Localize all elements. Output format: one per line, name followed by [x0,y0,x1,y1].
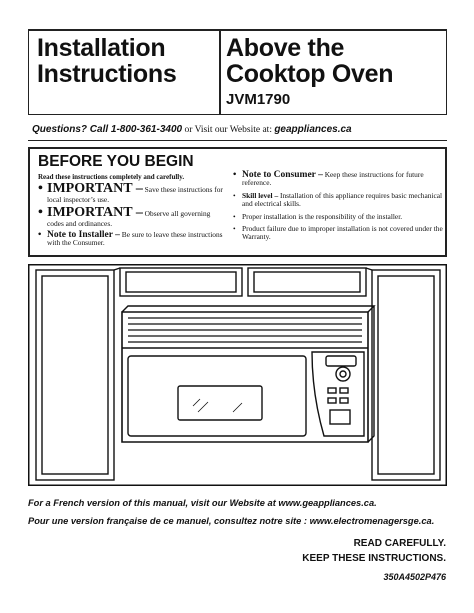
phone-text: Questions? Call 1-800-361-3400 [32,124,183,135]
left-column [38,182,228,250]
bullet-icon: • [233,224,236,234]
list-item: • Note to Consumer – Keep these instructions for future reference. [233,170,424,188]
bullet-icon: • [38,229,42,240]
section-heading: BEFORE YOU BEGIN [38,153,194,170]
document-title: Installation Instructions [37,34,177,88]
bullet-icon: • [233,211,236,221]
title-block [28,29,447,115]
header-divider [219,31,221,114]
list-item: • IMPORTANT – Observe all governing codes and ordinances. [38,205,211,229]
product-title: Above the Cooktop Oven [226,34,394,88]
oven-illustration [28,264,447,486]
bullet-icon: • [233,190,236,200]
bullet-icon: • [233,170,237,180]
model-number: JVM1790 [226,91,291,108]
bullet-icon: • [38,205,43,221]
list-item: • Skill level – Installation of this appliance requires basic mechanical and electrical skills. [233,190,443,209]
list-item: • Note to Installer – Be sure to leave these instructions with the Consumer. [38,229,223,248]
divider-rule [28,140,447,141]
website-link[interactable]: geappliances.ca [274,124,352,135]
document-code: 350A4502P476 [383,572,446,582]
read-note: Read these instructions completely and carefully. [38,173,185,181]
visit-text: or Visit our Website at: [182,125,275,135]
list-item: • IMPORTANT – Save these instructions for local inspector’s use. [38,181,223,204]
before-you-begin-box [28,147,447,257]
right-column [233,171,443,246]
bullet-icon: • [38,181,43,196]
list-item: • Proper installation is the responsibility of the installer. [233,211,403,221]
oven-unit [122,306,374,442]
read-carefully-notice: READ CAREFULLY. KEEP THESE INSTRUCTIONS. [302,538,446,564]
questions-line [32,124,352,135]
list-item: • Product failure due to improper installation is not covered under the Warranty. [233,224,443,242]
french-version-note: For a French version of this manual, visit our Website at www.geappliances.ca. Pour une version française de ce manuel, consultez notre site : www.electromenagersge.ca. [28,498,435,526]
upper-cabinets [29,265,447,486]
